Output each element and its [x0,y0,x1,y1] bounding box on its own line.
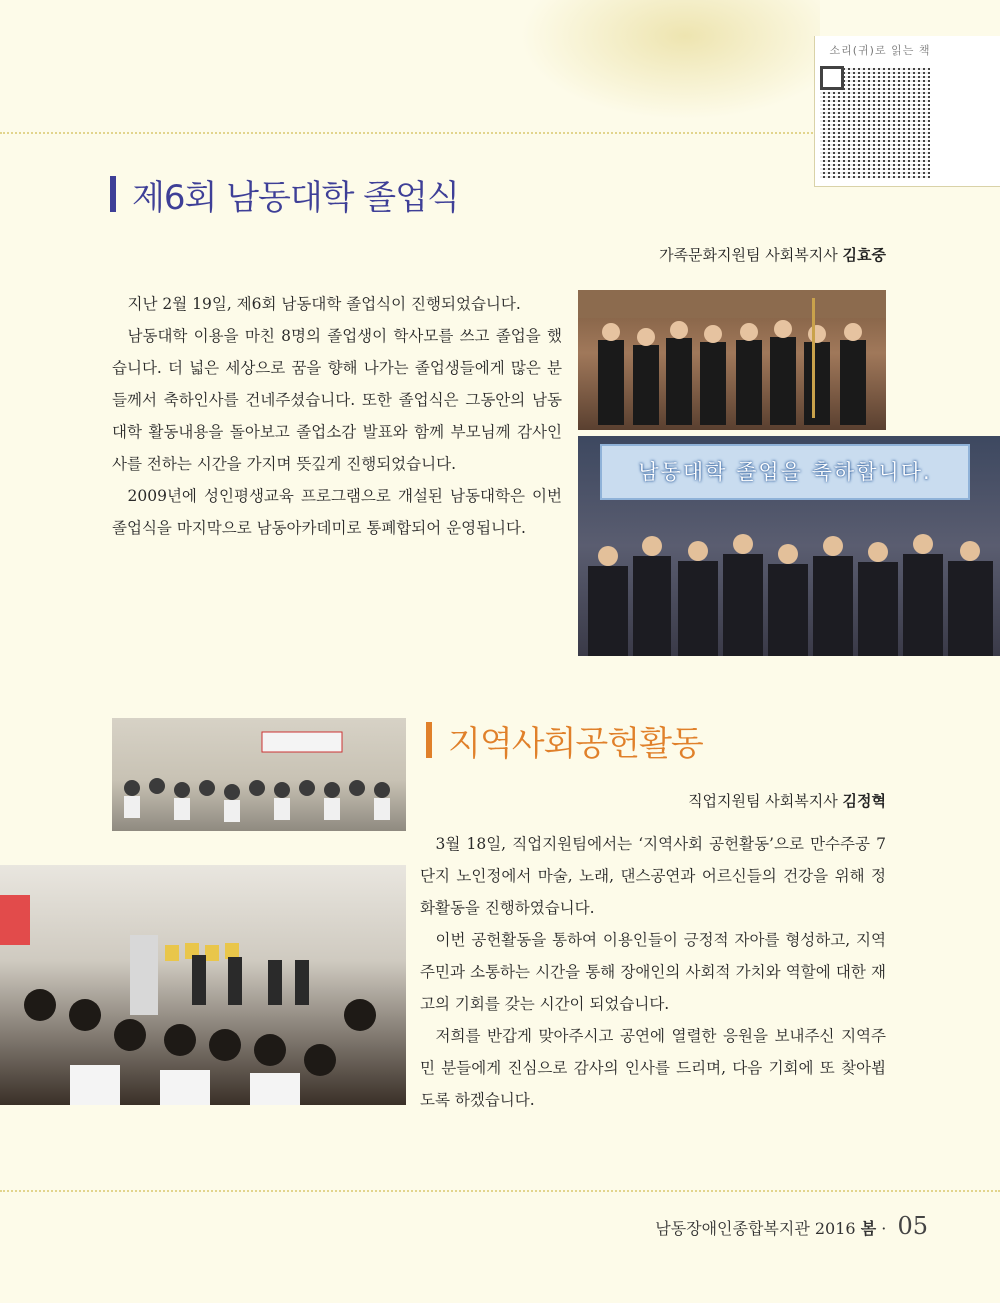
section2-byline-team: 직업지원팀 사회복지사 [688,792,838,810]
section2-byline [688,790,886,811]
seniors-center-photo [112,718,406,831]
section1-byline [659,244,886,265]
section1-accent-bar [110,176,116,212]
footer-separator: · [881,1219,887,1238]
performance-photo-scene [0,865,406,1105]
group-photo-crowd [578,436,1000,656]
section1-byline-team: 가족문화지원팀 사회복지사 [659,246,838,264]
section1-paragraph: 지난 2월 19일, 제6회 남동대학 졸업식이 진행되었습니다. [127,295,521,313]
performance-photo [0,865,406,1105]
graduates-photo-figures [578,290,886,430]
section1-paragraph: 남동대학 이용을 마친 8명의 졸업생이 학사모를 쓰고 졸업을 했습니다. 더 넓은 세상으로 꿈을 향해 나가는 졸업생들에게 많은 분들께서 축하인사를 건네주셨습니다. 또한 졸업식은 그동안의 남동대학 활동내용을 돌아보고 졸업소감 발표와 함께 부모님께 감사인사를 전하는 시간을 가지며 뜻깊게 진행되었습니다. [112,327,562,473]
congratulation-banner: 남동대학 졸업을 축하합니다. [600,444,970,500]
qr-finder-pattern [820,66,844,90]
section2-paragraph: 이번 공헌활동을 통하여 이용인들이 긍정적 자아를 형성하고, 지역주민과 소통하는 시간을 통해 장애인의 사회적 가치와 역할에 대한 재고의 기회를 갖는 시간이 되었습니다. [420,931,886,1013]
section1-byline-name: 김효중 [842,246,886,264]
qr-caption: 소리(귀)로 읽는 책 [829,44,931,57]
section1-body [112,288,562,544]
page-footer [655,1212,928,1240]
section1-title: 제6회 남동대학 졸업식 [132,178,459,218]
section2-body [420,828,886,1116]
page-number: 05 [897,1212,928,1240]
footer-season: 봄 [860,1219,877,1238]
seniors-center-figures [112,718,406,831]
section2-accent-bar [426,722,432,758]
group-photo [578,436,1000,656]
brush-stroke-decoration [520,0,820,120]
section1-paragraph: 2009년에 성인평생교육 프로그램으로 개설된 남동대학은 이번 졸업식을 마지막으로 남동아카데미로 통폐합되어 운영됩니다. [112,487,562,537]
section2-paragraph: 3월 18일, 직업지원팀에서는 ‘지역사회 공헌활동’으로 만수주공 7단지 노인정에서 마술, 노래, 댄스공연과 어르신들의 건강을 위해 정화활동을 진행하였습니다. [420,835,886,917]
graduates-photo [578,290,886,430]
qr-code[interactable] [820,66,930,178]
footer-publication: 남동장애인종합복지관 2016 [655,1219,856,1238]
section2-paragraph: 저희를 반갑게 맞아주시고 공연에 열렬한 응원을 보내주신 지역주민 분들에게 진심으로 감사의 인사를 드리며, 다음 기회에 또 찾아뵙도록 하겠습니다. [420,1027,886,1109]
section2-byline-name: 김정혁 [842,792,886,810]
section2-title: 지역사회공헌활동 [448,724,703,764]
bottom-dotted-divider [0,1190,1000,1192]
